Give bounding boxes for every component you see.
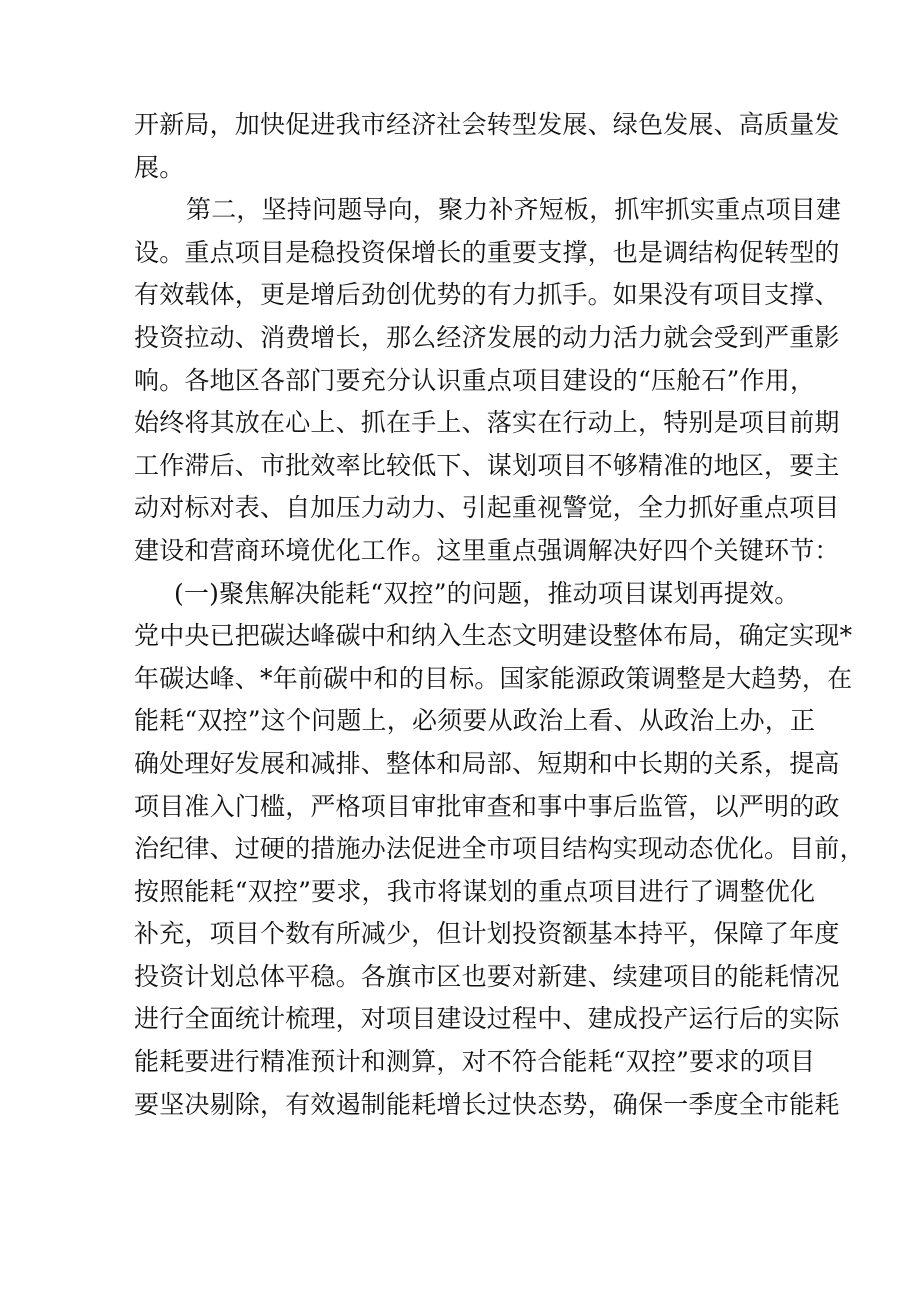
text-line: 项目准入门槛，严格项目审批审查和事中事后监管，以严明的政 [134,791,840,821]
text-line: 始终将其放在心上、抓在手上、落实在行动上，特别是项目前期 [134,408,840,438]
text-line: 年碳达峰、*年前碳中和的目标。国家能源政策调整是大趋势，在 [134,663,853,693]
text-line: 治纪律、过硬的措施办法促进全市项目结构实现动态优化。目前， [134,834,865,864]
text-line: 建设和营商环境优化工作。这里重点强调解决好四个关键环节： [134,535,840,565]
paragraph-start-line: 第二，坚持问题导向，聚力补齐短板，抓牢抓实重点项目建 [186,195,842,225]
text-line: 动对标对表、自加压力动力、引起重视警觉，全力抓好重点项目 [134,493,840,523]
text-line: 能耗“双控”这个问题上，必须要从政治上看、从政治上办，正 [134,706,816,736]
text-line: 设。重点项目是稳投资保增长的重要支撑，也是调结构促转型的 [134,237,840,267]
text-line: 进行全面统计梳理，对项目建设过程中、建成投产运行后的实际 [134,1004,840,1034]
text-line: 投资拉动、消费增长，那么经济发展的动力活力就会受到严重影 [134,322,840,352]
body-text [134,104,865,1126]
text-line: 要坚决剔除，有效遏制能耗增长过快态势，确保一季度全市能耗 [134,1089,840,1119]
text-line: 补充，项目个数有所减少，但计划投资额基本持平，保障了年度 [134,919,840,949]
text-line: 展。 [134,152,185,182]
text-line: 有效载体，更是增后劲创优势的有力抓手。如果没有项目支撑、 [134,280,840,310]
text-line: 按照能耗“双控”要求，我市将谋划的重点项目进行了调整优化 [134,876,816,906]
text-line: 开新局，加快促进我市经济社会转型发展、绿色发展、高质量发 [134,110,840,139]
text-line: 确处理好发展和减排、整体和局部、短期和中长期的关系，提高 [134,748,840,778]
text-line: 响。各地区各部门要充分认识重点项目建设的“压舱石”作用， [134,365,816,395]
text-line: 投资计划总体平稳。各旗市区也要对新建、续建项目的能耗情况 [134,961,840,991]
text-line: 工作滞后、市批效率比较低下、谋划项目不够精准的地区，要主 [134,450,840,480]
text-line: 党中央已把碳达峰碳中和纳入生态文明建设整体布局，确定实现* [134,621,853,651]
section-heading-line: (一)聚焦解决能耗“双控”的问题，推动项目谋划再提效。 [174,578,800,608]
text-line: 能耗要进行精准预计和测算，对不符合能耗“双控”要求的项目 [134,1047,816,1077]
